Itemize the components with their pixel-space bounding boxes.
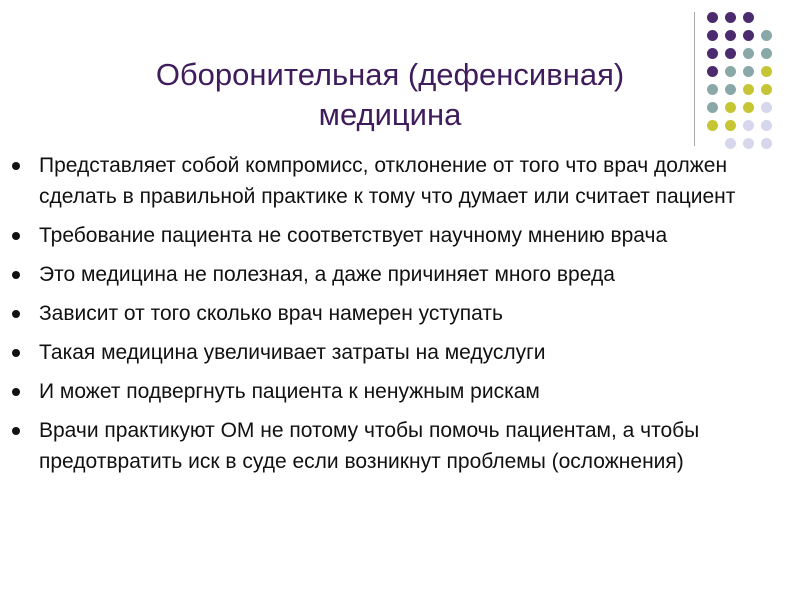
- slide-title-line: медицина: [318, 97, 462, 132]
- decorative-dot: [743, 138, 754, 149]
- bullet-text: Врачи практикуют ОМ не потому чтобы помочь пациентам, а чтобы предотвратить иск в суде если возникнут проблемы (осложнения): [39, 419, 700, 473]
- bullet-text: Это медицина не полезная, а даже причиняет много вреда: [39, 263, 615, 286]
- bullet-text: Требование пациента не соответствует научному мнению врача: [39, 224, 668, 247]
- decorative-dot: [707, 84, 718, 95]
- bullet-item: [10, 150, 780, 212]
- decorative-dot: [761, 102, 772, 113]
- bullet-item: [10, 376, 780, 407]
- decorative-dot: [743, 66, 754, 77]
- bullet-icon: [12, 427, 20, 435]
- decorative-dot: [743, 84, 754, 95]
- bullet-text: Зависит от того сколько врач намерен уступать: [39, 302, 503, 325]
- bullet-icon: [12, 349, 20, 357]
- bullet-list: [10, 150, 780, 485]
- decorative-dot: [725, 66, 736, 77]
- decorative-dot: [761, 48, 772, 59]
- decorative-dot: [725, 102, 736, 113]
- bullet-item: [10, 337, 780, 368]
- bullet-text: И может подвергнуть пациента к ненужным рискам: [39, 380, 540, 403]
- bullet-item: [10, 259, 780, 290]
- decorative-dot: [743, 30, 754, 41]
- bullet-text: Представляет собой компромисс, отклонение от того что врач должен сделать в правильной практике к тому что думает или считает пациент: [39, 154, 736, 208]
- bullet-icon: [12, 271, 20, 279]
- bullet-item: [10, 220, 780, 251]
- bullet-icon: [12, 310, 20, 318]
- bullet-icon: [12, 162, 20, 170]
- decorative-dot: [761, 84, 772, 95]
- decorative-dot: [743, 48, 754, 59]
- bullet-icon: [12, 232, 20, 240]
- decorative-dot: [761, 30, 772, 41]
- decorative-dot: [725, 48, 736, 59]
- bullet-item: [10, 298, 780, 329]
- decorative-dot: [743, 120, 754, 131]
- decorative-dot: [761, 120, 772, 131]
- decorative-dot: [725, 30, 736, 41]
- decorative-dot: [707, 66, 718, 77]
- bullet-item: [10, 415, 780, 477]
- decorative-dot: [725, 84, 736, 95]
- bullet-text: Такая медицина увеличивает затраты на медуслуги: [39, 341, 546, 364]
- decorative-dot: [725, 138, 736, 149]
- decorative-dot: [725, 120, 736, 131]
- decorative-dot: [761, 138, 772, 149]
- decorative-dot: [707, 120, 718, 131]
- decorative-dot: [707, 12, 718, 23]
- decorative-dot: [707, 48, 718, 59]
- decorative-dot: [761, 66, 772, 77]
- decorative-dot: [743, 12, 754, 23]
- slide-title: [80, 55, 700, 135]
- slide-title-line: Оборонительная (дефенсивная): [155, 57, 625, 92]
- decorative-dot: [743, 102, 754, 113]
- bullet-icon: [12, 388, 20, 396]
- decorative-divider: [694, 12, 695, 146]
- decorative-dot: [707, 102, 718, 113]
- decorative-dot: [725, 12, 736, 23]
- decorative-dot: [707, 30, 718, 41]
